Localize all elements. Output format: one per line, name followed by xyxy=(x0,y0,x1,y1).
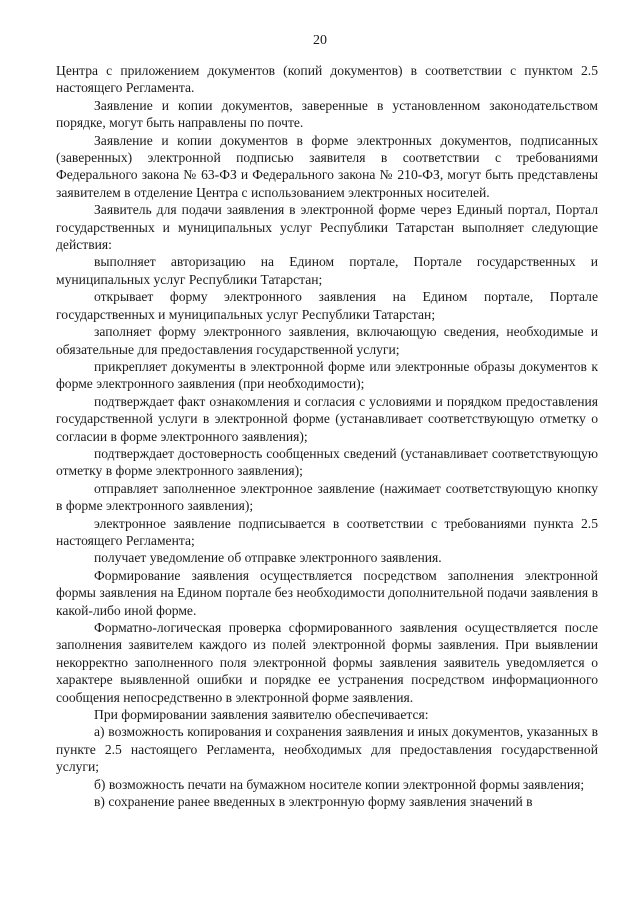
list-item: б) возможность печати на бумажном носителе копии электронной формы заявления; xyxy=(94,776,585,792)
list-item: электронное заявление подписывается в соответствии с требованиями пункта 2.5 настоящего Регламента; xyxy=(56,515,598,548)
list-item: отправляет заполненное электронное заявление (нажимает соответствующую кнопку в форме электронного заявления); xyxy=(56,480,598,514)
paragraph: Заявление и копии документов, заверенные в установленном законодательством порядке, могут быть направлены по почте. xyxy=(56,97,598,131)
list-item: получает уведомление об отправке электронного заявления. xyxy=(94,550,442,566)
paragraph: Форматно-логическая проверка сформированного заявления осуществляется после заполнения заявителем каждого из полей электронной формы заявления. При выявлении некорректно заполненного поля электронной формы заявления заявитель уведомляется о характере выявленной ошибки и порядке ее устранения посредством информационного сообщения непосредственно в электронной форме заявления. xyxy=(56,620,598,705)
list-item: а) возможность копирования и сохранения заявления и иных документов, указанных в пункте 2.5 настоящего Регламента, необходимых для предоставления государственной услуги; xyxy=(56,724,598,775)
list-item: заполняет форму электронного заявления, включающую сведения, необходимые и обязательные для предоставления государственной услуги; xyxy=(56,324,598,357)
list-item: подтверждает факт ознакомления и согласия с условиями и порядком предоставления государственной услуги в электронной форме (устанавливает соответствующую отметку о согласии в форме электронного заявления); xyxy=(56,393,598,444)
list-item: открывает форму электронного заявления на Едином портале, Портале государственных и муниципальных услуг Республики Татарстан; xyxy=(56,289,598,322)
paragraph: Формирование заявления осуществляется посредством заполнения электронной формы заявления на Едином портале без необходимости дополнительной подачи заявления в какой-либо иной форме. xyxy=(56,567,598,618)
paragraph: Центра с приложением документов (копий документов) в соответствии с пунктом 2.5 настоящего Регламента. xyxy=(56,63,598,96)
paragraph: При формировании заявления заявителю обеспечивается: xyxy=(94,707,429,723)
list-item: в) сохранение ранее введенных в электронную форму заявления значений в xyxy=(94,794,533,810)
list-item: выполняет авторизацию на Едином портале, Портале государственных и муниципальных услуг Республики Татарстан; xyxy=(56,254,598,287)
paragraph: Заявление и копии документов в форме электронных документов, подписанных (заверенных) электронной подписью заявителя в соответствии с требованиями Федерального закона № 63-ФЗ и Федерального закона № 210-ФЗ, могут быть представлены заявителем в отделение Центра с использованием электронных носителей. xyxy=(56,132,598,200)
page-number: 20 xyxy=(313,33,327,48)
list-item: подтверждает достоверность сообщенных сведений (устанавливает соответствующую отметку в форме электронного заявления); xyxy=(56,445,598,479)
document-body xyxy=(56,62,598,810)
list-item: прикрепляет документы в электронной форме или электронные образы документов к форме электронного заявления (при необходимости); xyxy=(56,358,598,392)
paragraph: Заявитель для подачи заявления в электронной форме через Единый портал, Портал государственных и муниципальных услуг Республики Татарстан выполняет следующие действия: xyxy=(56,202,598,253)
